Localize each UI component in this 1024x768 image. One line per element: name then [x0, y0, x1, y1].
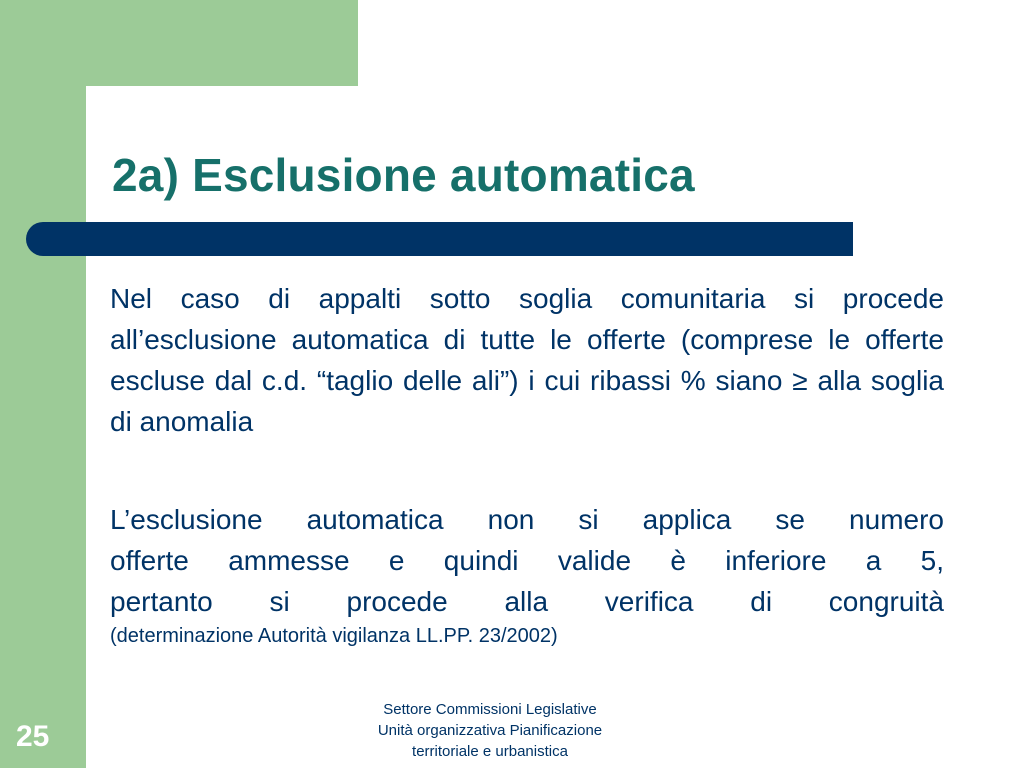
paragraph-line: pertanto si procede alla verifica di congruità [110, 586, 944, 617]
paragraph-line: offerte ammesse e quindi valide è inferiore a 5, [110, 545, 944, 576]
reference-note: (determinazione Autorità vigilanza LL.PP. 23/2002) [110, 625, 558, 647]
left-green-band [0, 0, 86, 768]
title-underline-bar [26, 222, 853, 256]
footer-line: Unità organizzativa Pianificazione [377, 722, 603, 739]
top-green-band [0, 0, 358, 86]
slide-title: 2a) Esclusione automatica [112, 149, 695, 201]
footer-department [360, 699, 620, 762]
footer-line: territoriale e urbanistica [412, 743, 568, 760]
paragraph-exclusion-exception [110, 499, 944, 649]
paragraph-threshold-exclusion: Nel caso di appalti sotto soglia comunitaria si procede all’esclusione automatica di tutte le offerte (comprese le offerte escluse dal c.d. “taglio delle ali”) i cui ribassi % siano ≥ alla soglia di anomalia [110, 283, 944, 437]
footer-line: Settore Commissioni Legislative [383, 701, 597, 718]
paragraph-line: L’esclusione automatica non si applica se numero [110, 504, 944, 535]
page-number: 25 [16, 720, 50, 753]
